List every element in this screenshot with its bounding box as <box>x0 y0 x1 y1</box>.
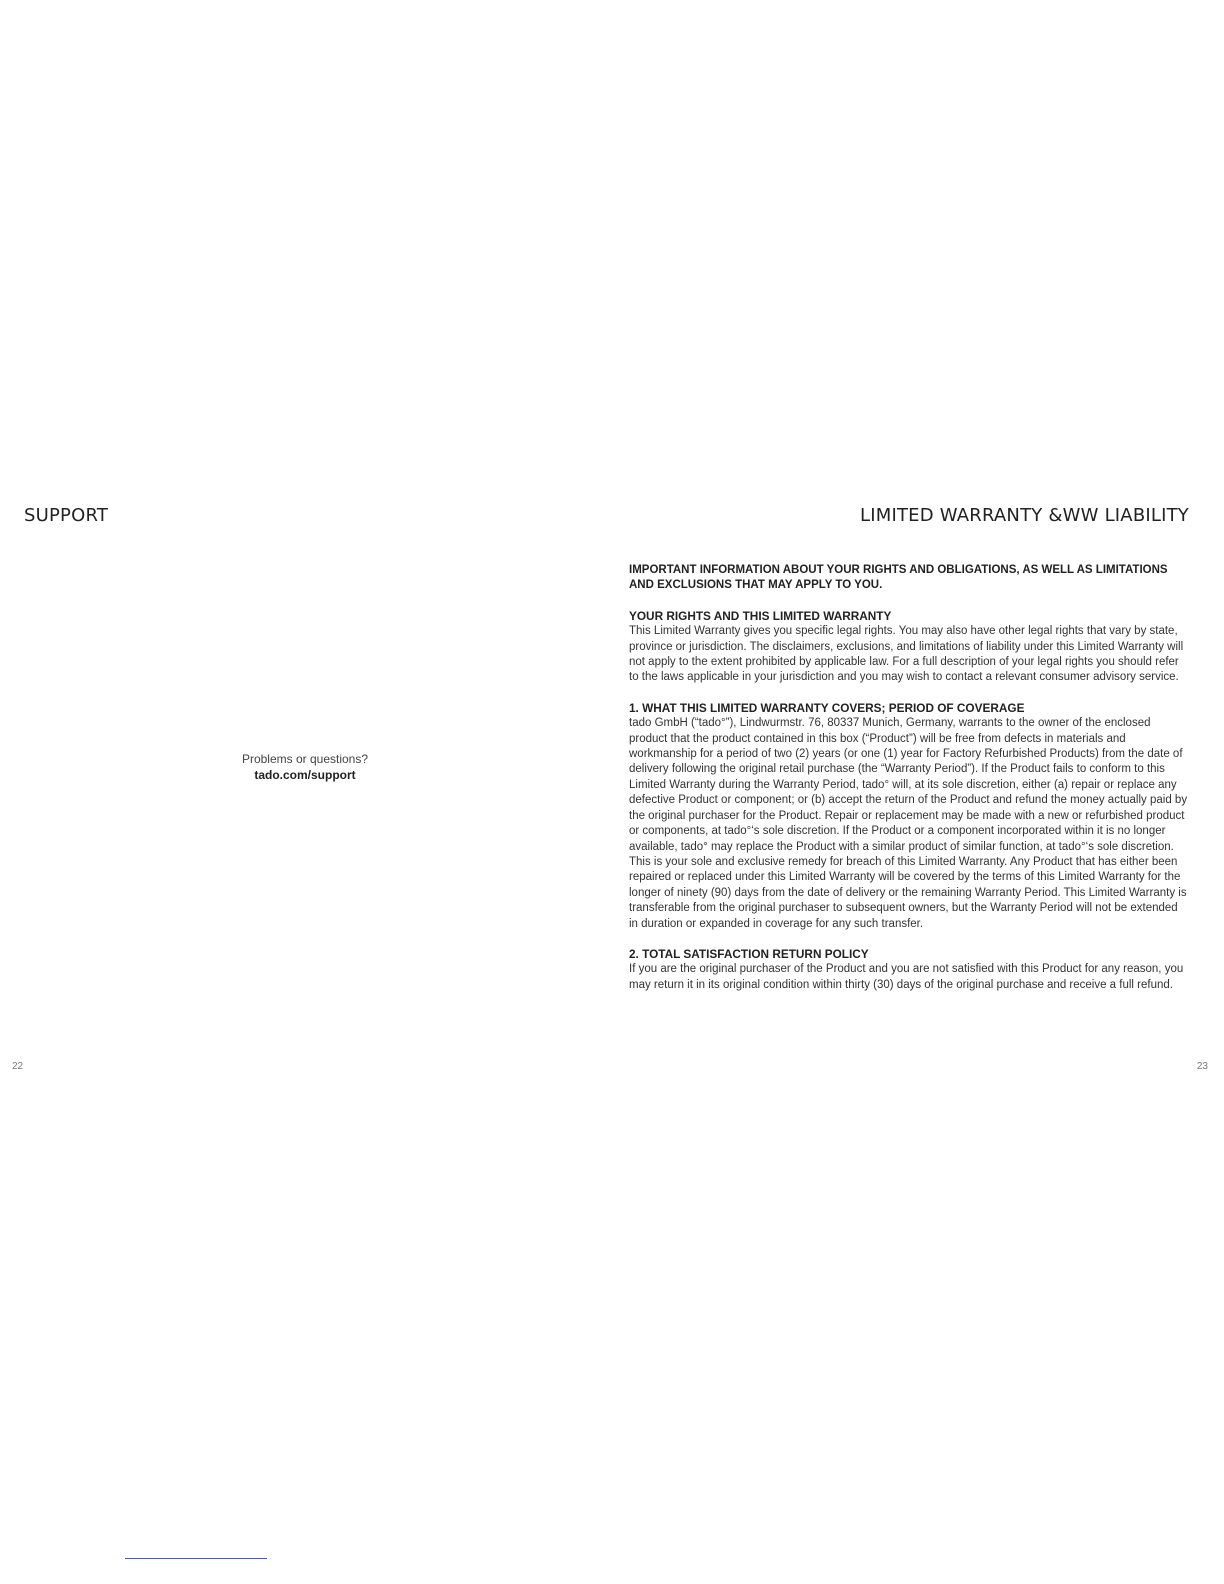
right-page <box>612 0 1224 1584</box>
support-title: SUPPORT <box>24 505 109 526</box>
section-heading: 1. WHAT THIS LIMITED WARRANTY COVERS; PERIOD OF COVERAGE <box>629 700 1025 715</box>
section-coverage <box>629 701 1189 932</box>
section-heading: YOUR RIGHTS AND THIS LIMITED WARRANTY <box>629 608 892 623</box>
warranty-body <box>629 563 1189 1008</box>
intro-notice: IMPORTANT INFORMATION ABOUT YOUR RIGHTS AND OBLIGATIONS, AS WELL AS LIMITATIONS AND EXCLUSIONS THAT MAY APPLY TO YOU. <box>629 564 1168 592</box>
support-link[interactable]: tado.com/support <box>254 768 356 782</box>
section-text: tado GmbH (“tado°”), Lindwurmstr. 76, 80337 Munich, Germany, warrants to the owner of the enclosed product that the product contained in this box (“Product”) will be free from defects in materials and workmanship for a period of two (2) years (or one (1) year for Factory Refurbished Products) from the date of delivery following the original retail purchase (the “Warranty Period”). If the Product fails to conform to this Limited Warranty during the Warranty Period, tado° will, at its sole discretion, either (a) repair or replace any defective Product or component; or (b) accept the return of the Product and refund the money actually paid by the original purchaser for the Product. Repair or replacement may be made with a new or refurbished product or components, at tado°‘s sole discretion. If the Product or a component incorporated within it is no longer available, tado° may replace the Product with a similar product of similar function, at tado°‘s sole discretion. This is your sole and exclusive remedy for breach of this Limited Warranty. Any Product that has either been repaired or replaced under this Limited Warranty will be covered by the terms of this Limited Warranty for the longer of ninety (90) days from the date of delivery or the remaining Warranty Period. This Limited Warranty is transferable from the original purchaser to subsequent owners, but the Warranty Period will not be extended in duration or expanded in coverage for any such transfer. <box>629 717 1188 930</box>
section-text: This Limited Warranty gives you specific legal rights. You may also have other legal rights that vary by state, province or jurisdiction. The disclaimers, exclusions, and limitations of liability under this Limited Warranty will not apply to the extent prohibited by applicable law. For a full description of your legal rights you should refer to the laws applicable in your jurisdiction and you may wish to contact a relevant consumer advisory service. <box>629 625 1184 684</box>
section-return-policy <box>629 947 1189 993</box>
page-number-right: 23 <box>1196 1061 1208 1072</box>
footer-rule <box>125 1558 267 1559</box>
section-text: If you are the original purchaser of the Product and you are not satisfied with this Product for any reason, you may return it in its original condition within thirty (30) days of the original purchase and receive a full refund. <box>629 963 1184 991</box>
support-contact <box>200 751 410 783</box>
warranty-title: LIMITED WARRANTY &WW LIABILITY <box>859 505 1189 526</box>
support-question: Problems or questions? <box>241 752 369 766</box>
section-your-rights <box>629 609 1189 686</box>
page-number-left: 22 <box>12 1061 24 1072</box>
section-heading: 2. TOTAL SATISFACTION RETURN POLICY <box>629 946 869 961</box>
